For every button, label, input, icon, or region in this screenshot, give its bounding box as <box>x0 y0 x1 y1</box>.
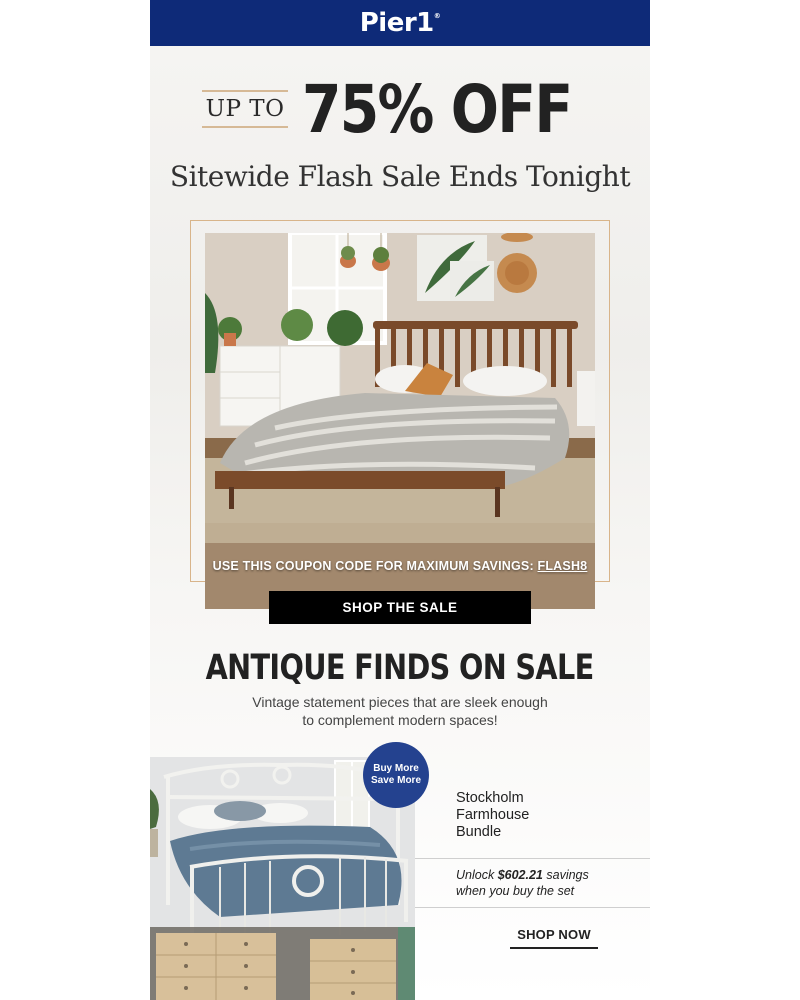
email-body <box>150 0 650 1000</box>
coupon-code: FLASH8 <box>537 559 588 573</box>
buy-more-save-more-badge[interactable]: Buy More Save More <box>363 742 429 808</box>
savings-text: Unlock $602.21 savings when you buy the set <box>456 868 589 898</box>
header-bar <box>150 0 650 46</box>
coupon-text: USE THIS COUPON CODE FOR MAXIMUM SAVINGS: FLASH8 <box>212 559 588 573</box>
antique-section-subtitle: Vintage statement pieces that are sleek enough to complement modern spaces! <box>252 694 548 728</box>
product-name[interactable]: Stockholm Farmhouse Bundle <box>456 790 530 840</box>
divider <box>415 858 650 859</box>
bedroom-illustration <box>205 233 595 609</box>
bedroom-hero-image[interactable] <box>205 233 595 609</box>
shop-now-button[interactable]: SHOP NOW <box>510 927 598 949</box>
up-to-label: UP TO <box>202 90 288 128</box>
shop-the-sale-button[interactable]: SHOP THE SALE <box>269 591 531 624</box>
divider <box>415 907 650 908</box>
hero-headline <box>150 70 650 150</box>
antique-section-title: ANTIQUE FINDS ON SALE <box>206 648 594 688</box>
hero-subtitle: Sitewide Flash Sale Ends Tonight <box>169 160 631 193</box>
discount-headline: 75% OFF <box>302 71 572 148</box>
brand-logo[interactable]: Pier1® <box>359 8 441 38</box>
